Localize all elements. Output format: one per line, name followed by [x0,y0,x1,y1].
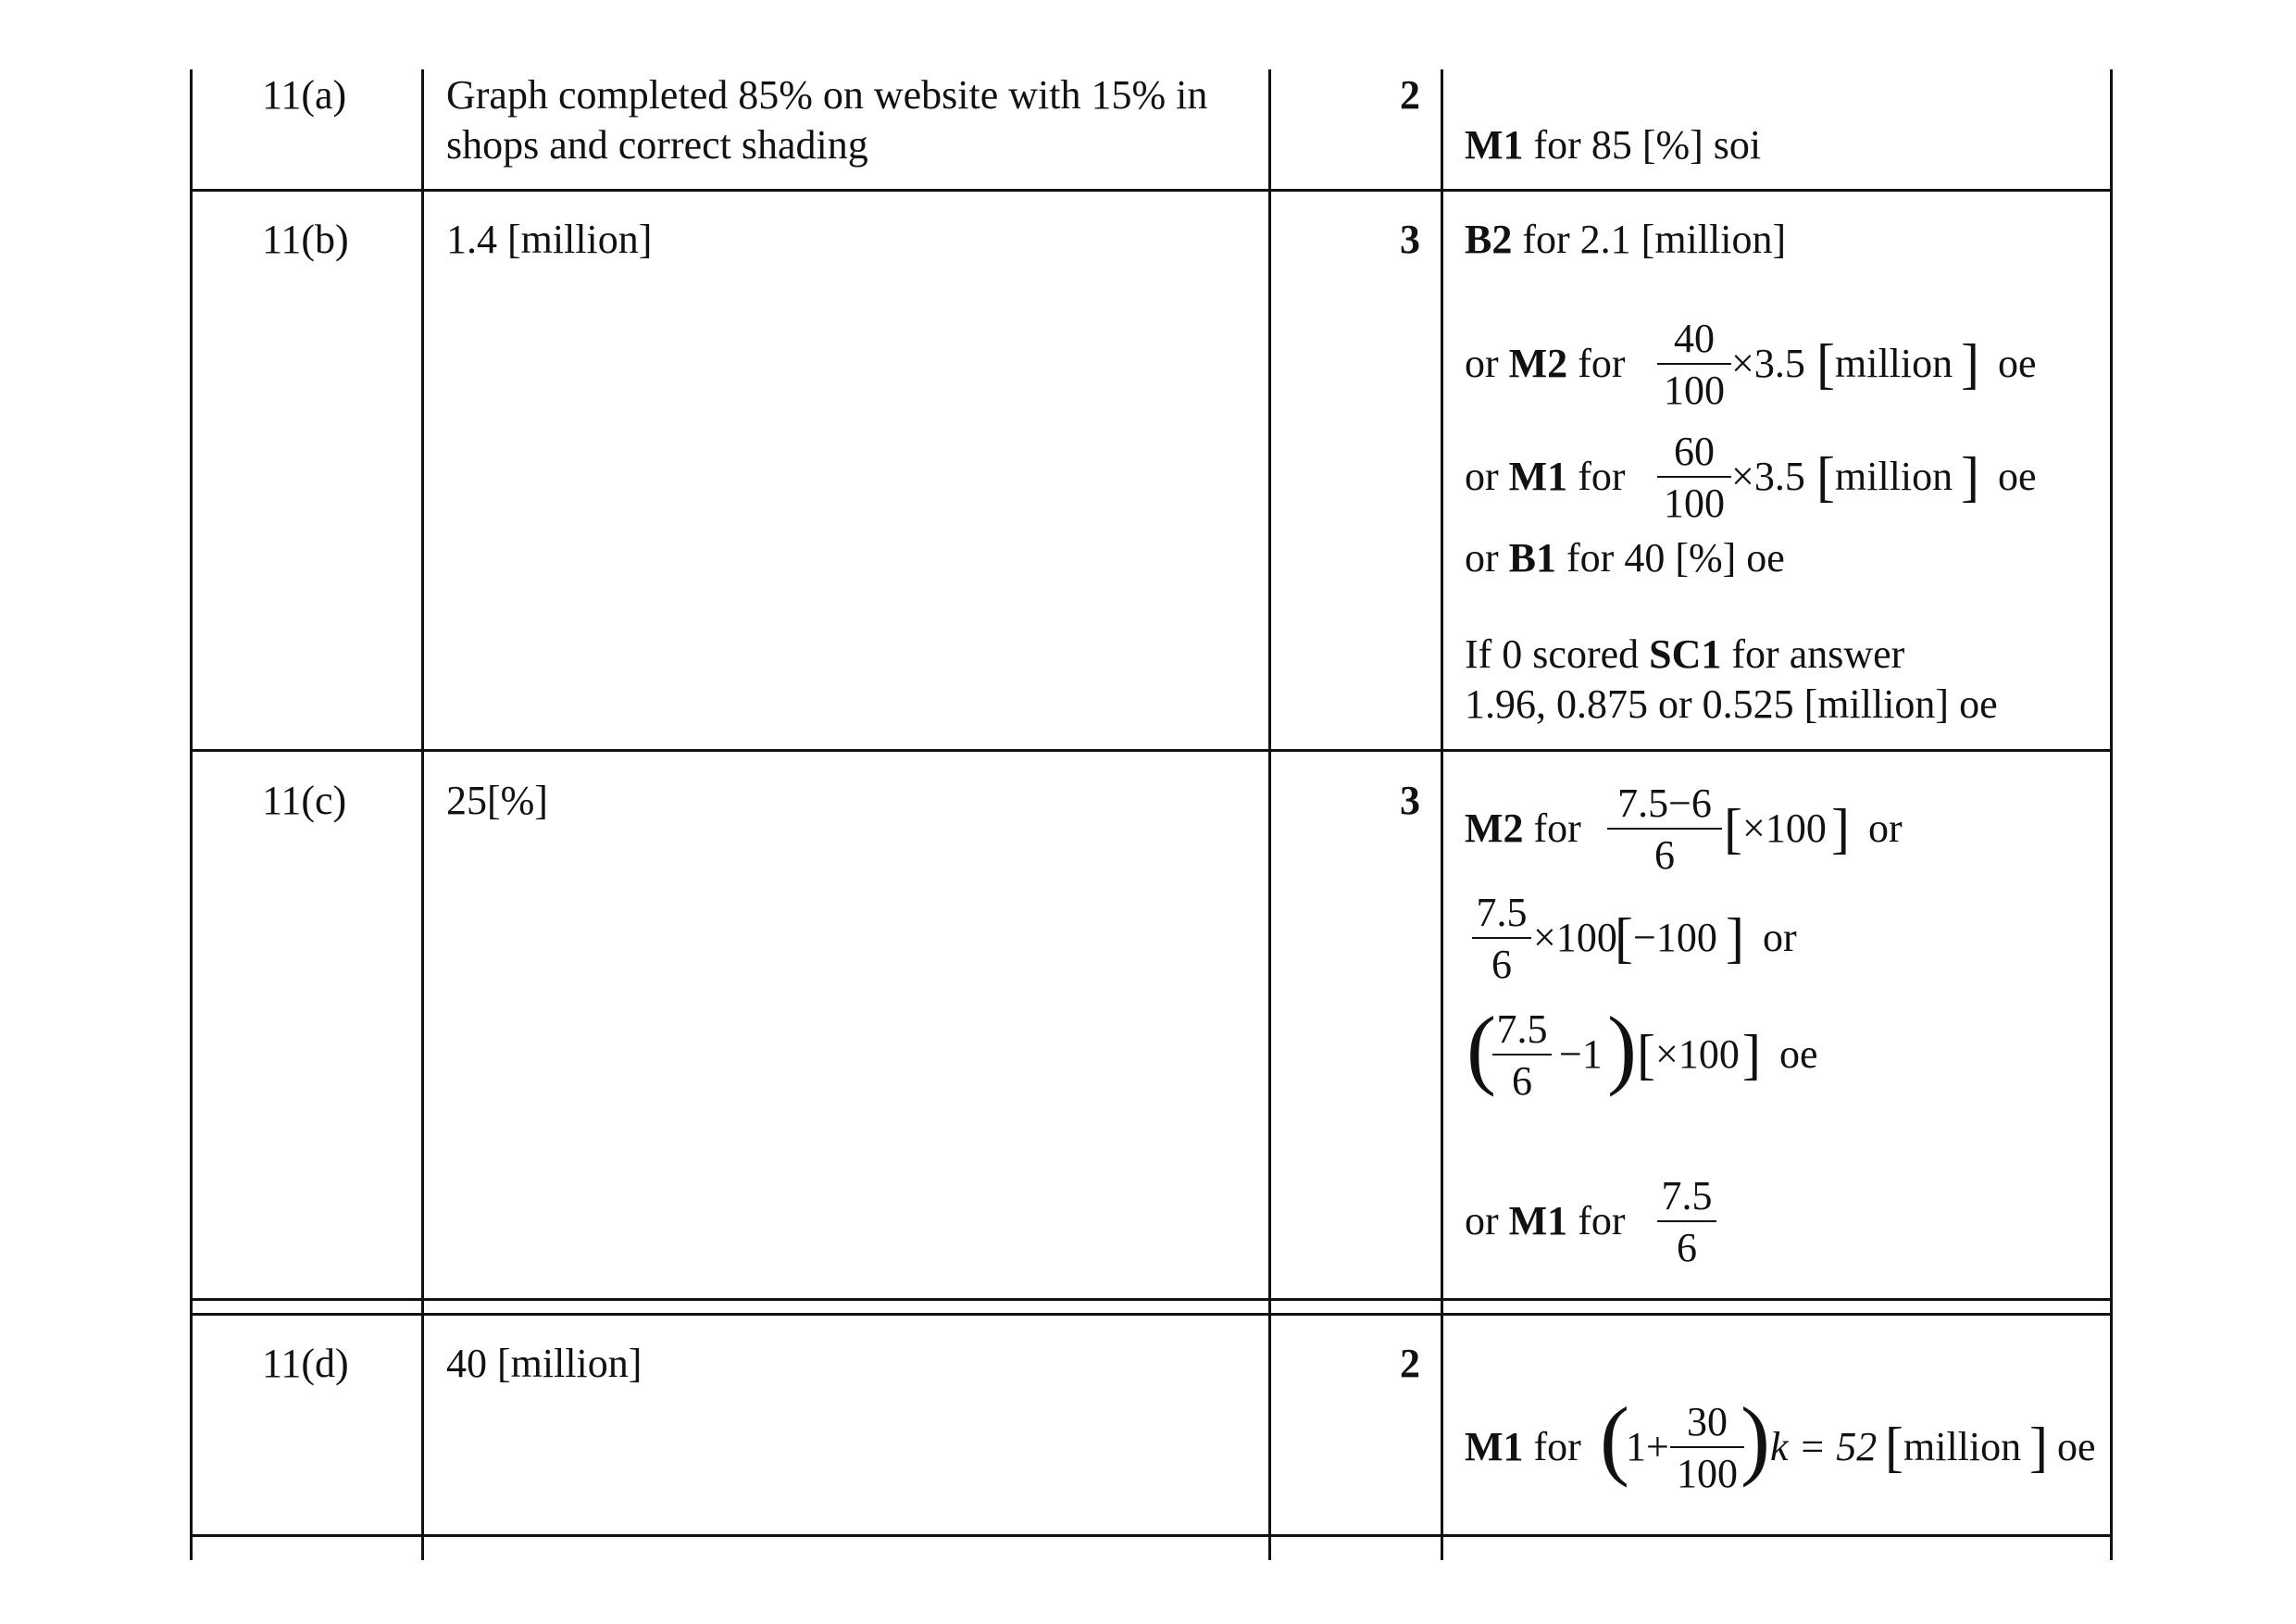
mark-code: SC1 [1649,631,1722,677]
or-word: or [1465,341,1509,386]
mark-code: B1 [1508,535,1557,581]
guidance-line [1465,452,1626,502]
answer-text: 25[%] [446,778,548,823]
row-divider-d-end [190,1534,2113,1537]
left-bracket: [ [1885,1417,1903,1478]
guidance-line [1465,804,1581,854]
mark-code: B2 [1465,217,1513,262]
for-word: for [1567,1198,1626,1243]
right-paren: ) [1741,1389,1770,1488]
numerator: 7.5 [1472,889,1531,939]
minus-100: −100 [1633,915,1717,960]
numerator: 7.5−6 [1607,780,1722,830]
guidance-line [1465,533,1785,583]
or-word: or [1763,915,1797,960]
left-bracket: [ [1615,907,1633,968]
marks-value: 3 [1400,217,1420,262]
row-divider-b-c [190,749,2113,752]
marks-value: 2 [1400,1341,1420,1386]
unit-text: million [1903,1424,2022,1469]
for-word: for [1523,806,1581,851]
numerator: 60 [1657,428,1731,478]
answer-text: 1.4 [million] [446,217,653,262]
special-case-line [1465,630,1904,680]
for-word: for [1523,1424,1581,1469]
oe-text: oe [1998,454,2037,499]
row-divider-c-d-bottom [190,1313,2113,1316]
numerator: 30 [1670,1398,1744,1448]
right-bracket: ] [2029,1417,2048,1478]
left-bracket: [ [1816,333,1835,394]
or-word: or [1465,1198,1509,1243]
mark-code: M1 [1465,1424,1524,1469]
k-equation [1770,1422,1877,1472]
answer-text-line2: shops and correct shading [446,122,868,168]
mark-code: M1 [1508,1198,1568,1243]
or-word: or [1465,454,1509,499]
fraction [1607,780,1722,881]
or-word: or [1868,806,1903,851]
numerator: 7.5 [1657,1172,1716,1222]
left-paren: ( [1600,1389,1629,1488]
times-100: ×100 [1655,1031,1740,1077]
guidance-text: for 85 [%] soi [1523,122,1762,168]
table-border-left [190,69,193,1560]
row-divider-a-b [190,189,2113,192]
numerator: 40 [1657,315,1731,365]
fraction [1657,1172,1716,1274]
right-bracket: ] [1961,446,1979,507]
oe-text: oe [1998,341,2037,386]
denominator: 100 [1664,481,1725,526]
mark-code: M2 [1508,341,1568,386]
denominator: 6 [1491,942,1512,987]
guidance-text: for answer [1721,631,1905,677]
fraction [1472,889,1531,991]
numerator: 7.5 [1492,1006,1552,1056]
guidance-line [1465,215,1786,265]
one-plus: 1+ [1626,1424,1669,1469]
denominator: 100 [1664,368,1725,413]
answer-text: 40 [million] [446,1341,643,1386]
guidance-text: If 0 scored [1465,631,1650,677]
row-divider-c-d-top [190,1298,2113,1301]
denominator: 6 [1512,1058,1532,1104]
question-number: 11(d) [262,1341,349,1386]
times-100: ×100 [1533,915,1617,960]
marks-value: 2 [1400,72,1420,118]
fraction [1657,315,1731,417]
left-bracket: [ [1637,1024,1655,1085]
special-case-line2: 1.96, 0.875 or 0.525 [million] oe [1465,681,1998,727]
minus-one: −1 [1559,1031,1603,1077]
guidance-line [1465,1196,1626,1246]
or-word: or [1465,535,1509,581]
question-number: 11(b) [262,217,349,262]
right-bracket: ] [1726,907,1744,968]
table-col-divider-2 [1268,69,1271,1560]
unit-text: million [1835,341,1953,386]
left-bracket: [ [1724,798,1742,859]
guidance-line [1465,120,1761,170]
marks-value: 3 [1400,778,1420,823]
guidance-line [1465,339,1626,389]
denominator: 100 [1677,1451,1738,1496]
fraction [1670,1398,1744,1500]
oe-text: oe [1779,1031,1818,1077]
multiplier: ×3.5 [1731,454,1805,499]
for-word: for [1567,341,1626,386]
guidance-text: for 2.1 [million] [1512,217,1787,262]
for-word: for [1567,454,1626,499]
right-bracket: ] [1831,798,1850,859]
question-number: 11(a) [262,72,347,118]
denominator: 6 [1654,832,1675,878]
k-equals-52: k = 52 [1770,1424,1878,1469]
guidance-text: for 40 [%] oe [1556,535,1785,581]
guidance-line [1465,1422,1581,1472]
left-bracket: [ [1816,446,1835,507]
right-bracket: ] [1742,1024,1761,1085]
table-border-right [2110,69,2113,1560]
table-col-divider-3 [1441,69,1443,1560]
fraction [1492,1006,1552,1107]
unit-text: million [1835,454,1953,499]
question-number: 11(c) [262,778,347,823]
times-100: ×100 [1742,806,1827,851]
mark-code: M1 [1508,454,1568,499]
right-paren: ) [1607,998,1637,1097]
mark-code: M1 [1465,122,1524,168]
mark-code: M2 [1465,806,1524,851]
answer-text: Graph completed 85% on website with 15% in [446,72,1208,118]
table-col-divider-1 [421,69,424,1560]
oe-text: oe [2057,1424,2096,1469]
multiplier: ×3.5 [1731,341,1805,386]
left-paren: ( [1466,998,1496,1097]
denominator: 6 [1677,1225,1697,1270]
fraction [1657,428,1731,530]
right-bracket: ] [1961,333,1979,394]
